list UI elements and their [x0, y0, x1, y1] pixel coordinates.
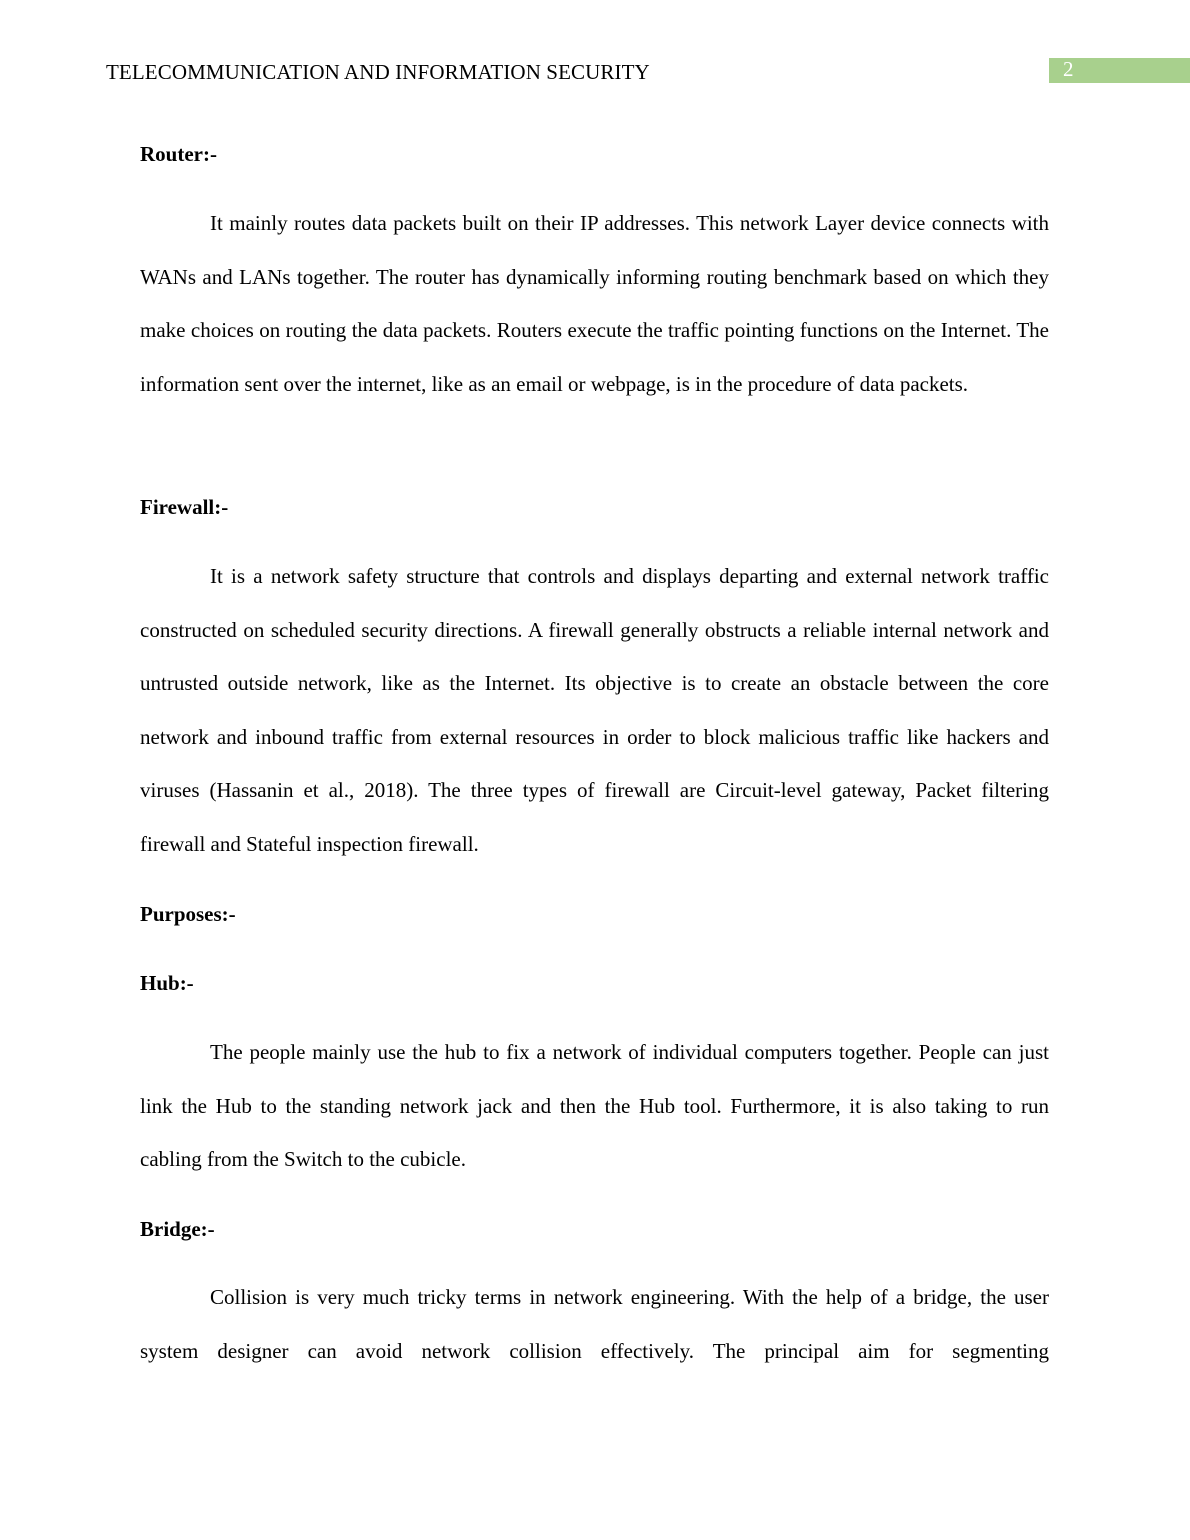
running-head: TELECOMMUNICATION AND INFORMATION SECURITY [106, 60, 650, 84]
page-number-box [1049, 58, 1190, 83]
heading-purposes: Purposes:- [140, 902, 236, 926]
paragraph-hub: The people mainly use the hub to fix a network of individual computers together. People can just link the Hub to the standing network jack and then the Hub tool. Furthermore, it is also taking to run cabling from the Switch to the cubicle. [140, 1040, 1049, 1172]
paragraph-bridge: Collision is very much tricky terms in network engineering. With the help of a bridge, the user system designer can avoid network collision effectively. The principal aim for segmenting [140, 1285, 1049, 1363]
page-number: 2 [1063, 57, 1074, 81]
paragraph-router: It mainly routes data packets built on their IP addresses. This network Layer device connects with WANs and LANs together. The router has dynamically informing routing benchmark based on which they make choices on routing the data packets. Routers execute the traffic pointing functions on the Internet. The information sent over the internet, like as an email or webpage, is in the procedure of data packets. [140, 211, 1049, 396]
heading-router: Router:- [140, 142, 217, 166]
heading-firewall: Firewall:- [140, 495, 229, 519]
heading-bridge: Bridge:- [140, 1217, 215, 1241]
heading-hub: Hub:- [140, 971, 194, 995]
paragraph-firewall: It is a network safety structure that controls and displays departing and external network traffic constructed on scheduled security directions. A firewall generally obstructs a reliable internal network and untrusted outside network, like as the Internet. Its objective is to create an obstacle between the core network and inbound traffic from external resources in order to block malicious traffic like hackers and viruses (Hassanin et al., 2018). The three types of firewall are Circuit-level gateway, Packet filtering firewall and Stateful inspection firewall. [140, 564, 1049, 856]
